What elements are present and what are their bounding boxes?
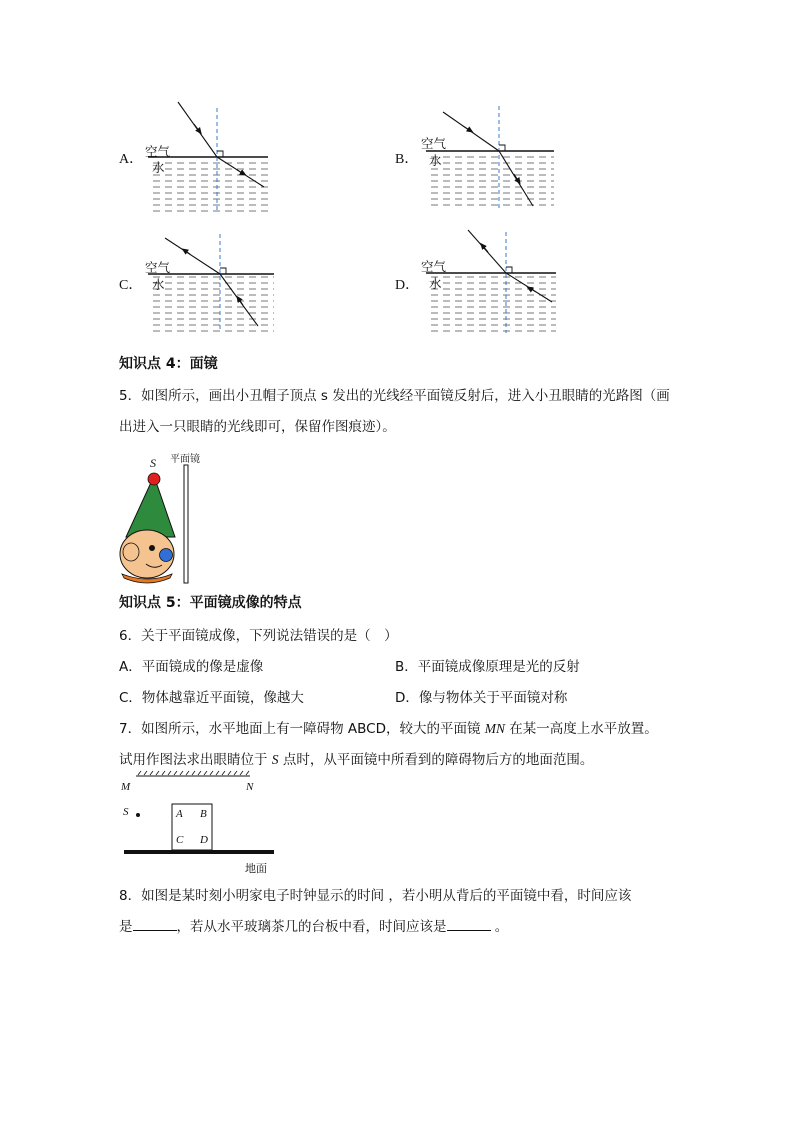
- label-a: A: [176, 808, 183, 820]
- q8-text-b: ，若从水平玻璃茶几的台板中看，时间应该是: [176, 919, 447, 935]
- air-label: 空气: [421, 136, 447, 151]
- clown-eye: [149, 545, 155, 551]
- option-b-label: B．: [395, 152, 419, 167]
- section-title-4: 知识点 4：面镜: [119, 356, 218, 372]
- water-label: 水: [429, 276, 442, 291]
- q7-text-b: 在某一高度上水平放置。: [505, 721, 658, 737]
- water-area: [426, 151, 554, 208]
- clown-nose: [160, 549, 173, 562]
- hat-pompom: [148, 473, 160, 485]
- label-c: C: [176, 834, 184, 846]
- question-7-line-1: [119, 717, 658, 737]
- question-7-line-2: [119, 748, 593, 768]
- clown-ear: [123, 543, 139, 561]
- q7-mn: MN: [484, 721, 506, 736]
- water-label: 水: [152, 277, 165, 292]
- option-d-label: D．: [395, 278, 420, 293]
- plane-mirror: [184, 465, 188, 583]
- answer-blank-1[interactable]: [133, 918, 177, 931]
- water-area: [426, 273, 556, 333]
- label-b: B: [200, 808, 207, 820]
- mirror-hatching: [138, 771, 249, 775]
- label-n: N: [246, 781, 254, 793]
- question-8-line-1: 8．如图是某时刻小明家电子时钟显示的时间 ，若小明从背后的平面镜中看，时间应该: [119, 888, 632, 904]
- section-title-5: 知识点 5：平面镜成像的特点: [119, 595, 302, 611]
- air-label: 空气: [145, 144, 171, 159]
- right-angle-mark: [217, 151, 223, 157]
- water-area: [148, 274, 274, 332]
- answer-blank-2[interactable]: [447, 918, 491, 931]
- q7-s: S: [271, 752, 279, 767]
- right-angle-mark: [506, 267, 512, 273]
- option-c-label: C．: [119, 278, 143, 293]
- label-s: S: [123, 806, 129, 818]
- incident-arrow: [463, 126, 471, 131]
- point-s-label: S: [150, 456, 156, 470]
- question-8-line-2: [119, 915, 508, 935]
- q7-text-d: 点时，从平面镜中所看到的障碍物后方的地面范围。: [278, 752, 594, 768]
- water-label: 水: [429, 153, 442, 168]
- incident-arrow: [482, 245, 488, 252]
- incident-ray: [165, 238, 220, 274]
- eye-point-s: [136, 813, 140, 817]
- q7-text-a: 7．如图所示，水平地面上有一障碍物 ABCD，较大的平面镜: [119, 721, 485, 737]
- q7-text-c: 试用作图法求出眼睛位于: [119, 752, 272, 768]
- ground-line: [124, 850, 274, 854]
- label-ground: 地面: [245, 862, 267, 875]
- right-angle-mark: [220, 268, 226, 274]
- question-6-option-a[interactable]: A．平面镜成的像是虚像: [119, 659, 264, 675]
- label-d: D: [200, 834, 208, 846]
- question-6-option-b[interactable]: B．平面镜成像原理是光的反射: [395, 659, 580, 675]
- water-label: 水: [152, 160, 165, 175]
- mirror-label: 平面镜: [170, 454, 200, 465]
- clown-drawing: [112, 462, 202, 587]
- q8-text-c: 。: [490, 919, 509, 935]
- clown-hat: [126, 476, 175, 537]
- incident-ray: [443, 112, 499, 151]
- question-6-stem: 6．关于平面镜成像，下列说法错误的是（ ）: [119, 628, 398, 644]
- question-6-option-c[interactable]: C．物体越靠近平面镜，像越大: [119, 690, 304, 706]
- air-label: 空气: [145, 260, 171, 275]
- right-angle-mark: [499, 145, 505, 151]
- q8-text-a: 是: [119, 919, 133, 935]
- air-label: 空气: [421, 259, 447, 274]
- incident-arrow: [184, 250, 190, 254]
- incident-arrow: [194, 124, 200, 132]
- question-6-option-d[interactable]: D．像与物体关于平面镜对称: [395, 690, 568, 706]
- option-a-label: A．: [119, 152, 144, 167]
- label-m: M: [121, 781, 131, 793]
- question-5-line-2: 出进入一只眼睛的光线即可，保留作图痕迹）。: [119, 419, 396, 435]
- water-area: [148, 157, 268, 212]
- question-5-line-1: 5．如图所示，画出小丑帽子顶点 s 发出的光线经平面镜反射后，进入小丑眼睛的光路图（画: [119, 388, 670, 404]
